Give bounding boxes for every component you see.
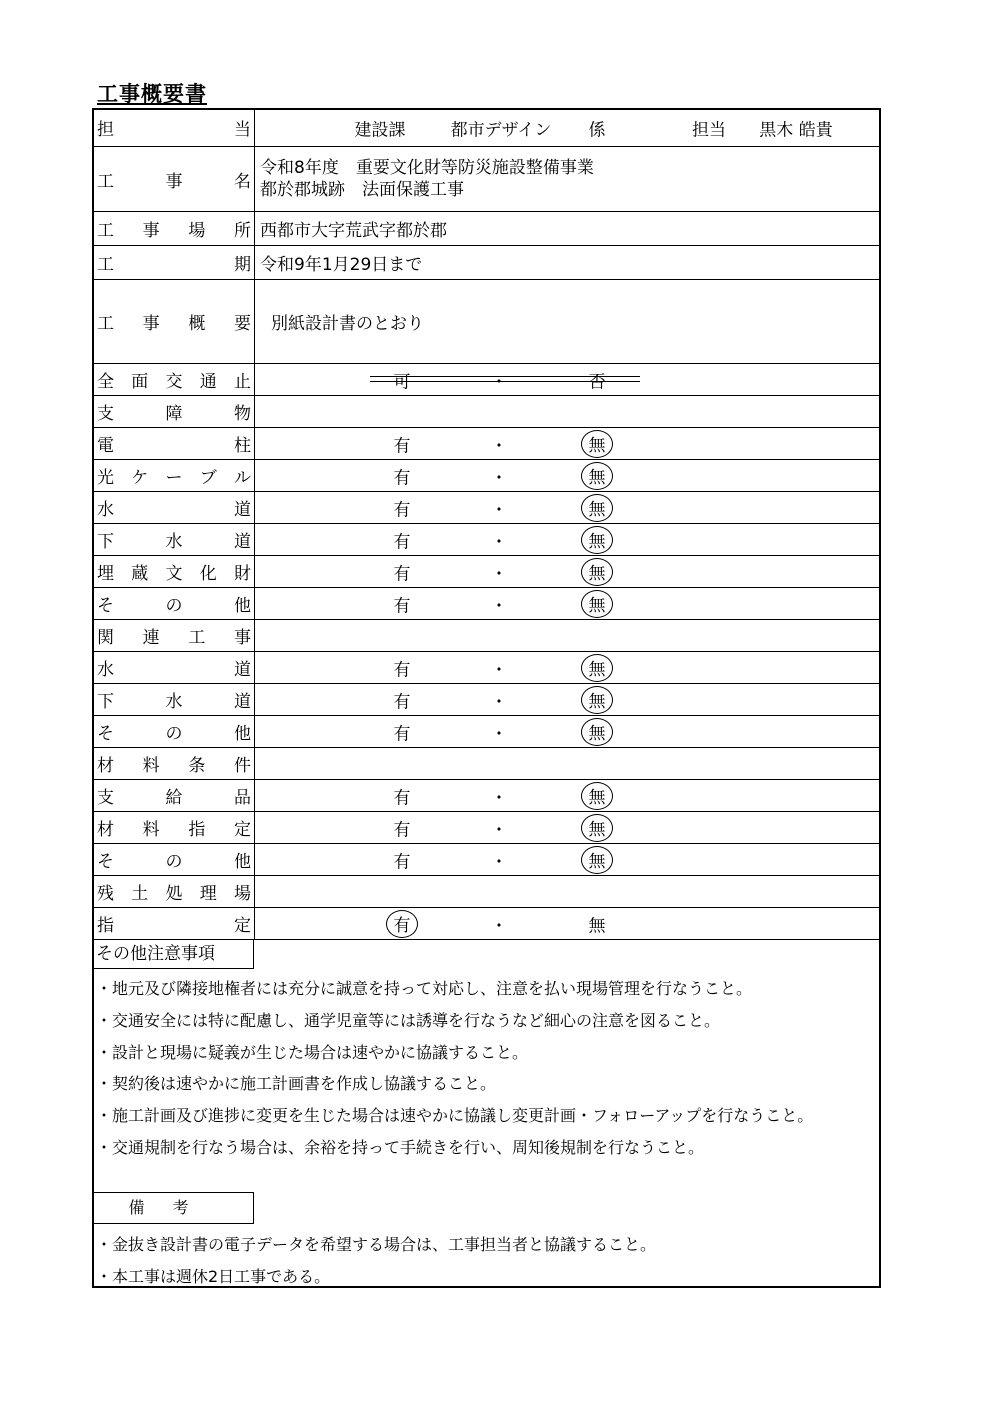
label-cell [93, 780, 255, 812]
label-soil [97, 879, 251, 904]
option-yes: 有 [393, 436, 411, 456]
label-cell [93, 844, 255, 876]
strike-line [370, 376, 640, 377]
option-yes: 有 [393, 852, 411, 872]
section-text: 都市デザイン [450, 120, 552, 140]
label-cell [93, 364, 255, 396]
label-char: 指 [188, 820, 206, 840]
value-cell [255, 460, 881, 492]
value-cell [255, 364, 881, 396]
value-cell [255, 147, 881, 212]
label-char: 工 [97, 314, 114, 334]
label-cell [93, 212, 255, 246]
label-cell [93, 812, 255, 844]
label-cell [93, 652, 255, 684]
value-cell [255, 844, 881, 876]
label-traffic [97, 367, 251, 392]
label-char: 道 [234, 532, 251, 552]
option-yes: 有 [393, 596, 411, 616]
row-tanto [93, 109, 881, 147]
remarks-title: 備考 [92, 1192, 254, 1224]
label-char: 給 [165, 788, 183, 808]
label-char: 事 [165, 171, 183, 192]
option-no: 無 [588, 916, 606, 936]
option-separator: ・ [490, 564, 508, 584]
label-char: 下 [97, 532, 114, 552]
label-char: 関 [97, 628, 114, 648]
option-separator: ・ [490, 468, 508, 488]
label-char: 埋 [97, 564, 114, 584]
option-yes: 有 [393, 500, 411, 520]
value-cell [255, 109, 881, 147]
row-water2 [93, 652, 881, 684]
kakari-text: 係 [588, 120, 606, 140]
label-char: 材 [97, 756, 114, 776]
value-cell [255, 620, 881, 652]
label-cell [93, 492, 255, 524]
note-item: ・契約後は速やかに施工計画書を作成し協議すること。 [96, 1074, 497, 1093]
value-cell [255, 716, 881, 748]
label-water2 [97, 655, 251, 680]
label-char: 財 [234, 564, 251, 584]
label-place [97, 216, 251, 241]
row-pole [93, 428, 881, 460]
label-char: 定 [233, 820, 251, 840]
label-char: 全 [97, 372, 114, 392]
remark-item: ・本工事は週休2日工事である。 [96, 1267, 331, 1286]
label-char: 名 [234, 171, 251, 192]
value-cell [255, 652, 881, 684]
option-no: 無 [581, 686, 613, 714]
option-no: 無 [581, 846, 613, 874]
label-cell [93, 620, 255, 652]
label-char: 当 [234, 120, 251, 140]
option-yes: 有 [393, 692, 411, 712]
label-summary [97, 309, 251, 334]
value-cell [255, 876, 881, 908]
option-yes: 有 [393, 532, 411, 552]
label-char: 残 [97, 884, 114, 904]
label-char: 事 [142, 314, 160, 334]
row-related-head [93, 620, 881, 652]
option-no: 無 [581, 782, 613, 810]
label-char: ー [165, 468, 183, 488]
label-char: ケ [131, 468, 149, 488]
label-char: 工 [97, 221, 114, 241]
label-cell [93, 684, 255, 716]
note-item: ・施工計画及び進捗に変更を生じた場合は速やかに協議し変更計画・フォローアップを行なうこと。 [96, 1106, 814, 1125]
option-separator: ・ [490, 500, 508, 520]
row-summary [93, 280, 881, 364]
label-char: 支 [97, 788, 114, 808]
option-no: 否 [588, 372, 606, 392]
label-other3 [97, 847, 251, 872]
label-obstacle [97, 399, 251, 424]
place-value: 西都市大字荒武字都於郡 [260, 221, 447, 241]
label-other2 [97, 719, 251, 744]
row-period [93, 246, 881, 280]
note-item: ・設計と現場に疑義が生じた場合は速やかに協議すること。 [96, 1043, 529, 1062]
row-material-head [93, 748, 881, 780]
label-sewer [97, 527, 251, 552]
label-cell [93, 556, 255, 588]
label-char: 定 [234, 916, 251, 936]
note-item: ・交通規制を行なう場合は、余裕を持って手続きを行い、周知後規制を行なうこと。 [96, 1138, 705, 1157]
option-yes: 有 [393, 788, 411, 808]
option-no: 無 [581, 430, 613, 458]
value-cell [255, 780, 881, 812]
option-no: 無 [581, 590, 613, 618]
row-soil-designate [93, 908, 881, 940]
label-char: 指 [97, 916, 114, 936]
remark-item: ・金抜き設計書の電子データを希望する場合は、工事担当者と協議すること。 [96, 1235, 657, 1254]
label-char: 要 [233, 314, 251, 334]
option-no: 無 [581, 494, 613, 522]
row-designate [93, 812, 881, 844]
label-char: 支 [97, 404, 114, 424]
label-material [97, 751, 251, 776]
label-char: 概 [188, 314, 206, 334]
option-yes: 有 [386, 910, 418, 938]
label-char: 他 [234, 724, 251, 744]
value-cell [255, 684, 881, 716]
label-char: 光 [97, 468, 114, 488]
label-char: そ [97, 596, 114, 616]
label-char: 交 [165, 372, 183, 392]
period-value: 令和9年1月29日まで [260, 255, 423, 275]
row-water [93, 492, 881, 524]
option-separator: ・ [490, 724, 508, 744]
label-char: 土 [131, 884, 149, 904]
option-separator: ・ [490, 852, 508, 872]
value-cell [255, 812, 881, 844]
option-yes: 有 [393, 660, 411, 680]
label-cell [93, 588, 255, 620]
value-cell [255, 908, 881, 940]
label-char: 道 [234, 660, 251, 680]
label-char: 期 [234, 255, 251, 275]
value-cell [255, 428, 881, 460]
label-char: 工 [97, 171, 114, 192]
label-char: 処 [165, 884, 183, 904]
strike-line [370, 381, 640, 382]
label-cell [93, 396, 255, 428]
label-optic [97, 463, 251, 488]
label-other1 [97, 591, 251, 616]
label-char: 品 [234, 788, 251, 808]
label-char: の [165, 852, 183, 872]
label-char: 件 [233, 756, 251, 776]
value-cell [255, 212, 881, 246]
label-char: 下 [97, 692, 114, 712]
label-char: 場 [188, 221, 206, 241]
row-place [93, 212, 881, 246]
label-char: 水 [97, 500, 114, 520]
option-no: 無 [581, 654, 613, 682]
row-name [93, 147, 881, 212]
value-cell [255, 280, 881, 364]
label-tanto [97, 115, 251, 140]
label-cell [93, 280, 255, 364]
label-char: 事 [142, 221, 160, 241]
label-designate [97, 815, 251, 840]
label-char: 水 [165, 692, 183, 712]
row-optic [93, 460, 881, 492]
label-char: ル [234, 468, 251, 488]
label-char: 障 [165, 404, 183, 424]
row-other2 [93, 716, 881, 748]
value-cell [255, 396, 881, 428]
label-cell [93, 109, 255, 147]
label-supply [97, 783, 251, 808]
person-name: 黒木 皓貴 [759, 120, 833, 140]
row-soil-head [93, 876, 881, 908]
label-buried [97, 559, 251, 584]
label-char: 条 [188, 756, 206, 776]
label-char: 理 [199, 884, 217, 904]
value-cell [255, 556, 881, 588]
note-item: ・交通安全には特に配慮し、通学児童等には誘導を行なうなど細心の注意を図ること。 [96, 1011, 721, 1030]
label-cell [93, 460, 255, 492]
option-separator: ・ [490, 788, 508, 808]
row-other3 [93, 844, 881, 876]
label-char: そ [97, 852, 114, 872]
label-period [97, 250, 251, 275]
label-cell [93, 147, 255, 212]
label-char: 所 [233, 221, 251, 241]
row-buried [93, 556, 881, 588]
label-cell [93, 524, 255, 556]
row-sewer2 [93, 684, 881, 716]
label-char: の [165, 724, 183, 744]
label-soil-designate [97, 911, 251, 936]
label-char: 水 [97, 660, 114, 680]
option-yes: 有 [393, 468, 411, 488]
label-cell [93, 908, 255, 940]
label-char: の [165, 596, 183, 616]
label-char: 料 [142, 756, 160, 776]
value-cell [255, 748, 881, 780]
label-char: 他 [234, 852, 251, 872]
label-char: 材 [97, 820, 114, 840]
notes-title: その他注意事項 [92, 939, 254, 969]
label-char: 物 [234, 404, 251, 424]
label-char: 他 [234, 596, 251, 616]
label-char: 止 [234, 372, 251, 392]
value-cell [255, 492, 881, 524]
row-traffic [93, 364, 881, 396]
option-separator: ・ [490, 436, 508, 456]
label-char: 工 [188, 628, 206, 648]
dept-text: 建設課 [354, 120, 406, 140]
label-char: 料 [142, 820, 160, 840]
row-supply [93, 780, 881, 812]
option-yes: 有 [393, 564, 411, 584]
row-obstacle-head [93, 396, 881, 428]
label-char: 化 [199, 564, 217, 584]
option-separator: ・ [490, 596, 508, 616]
label-char: 場 [234, 884, 251, 904]
value-cell [255, 524, 881, 556]
label-water [97, 495, 251, 520]
option-no: 無 [581, 526, 613, 554]
label-pole [97, 431, 251, 456]
option-yes: 有 [393, 724, 411, 744]
label-char: 電 [97, 436, 114, 456]
label-char: 蔵 [131, 564, 149, 584]
label-name [97, 167, 251, 192]
option-yes: 有 [393, 820, 411, 840]
person-label: 担当 [692, 120, 726, 140]
label-cell [93, 716, 255, 748]
option-separator: ・ [490, 660, 508, 680]
label-char: 水 [165, 532, 183, 552]
option-yes: 可 [393, 372, 411, 392]
label-char: 事 [233, 628, 251, 648]
option-no: 無 [581, 462, 613, 490]
option-no: 無 [581, 558, 613, 586]
label-char: そ [97, 724, 114, 744]
label-cell [93, 876, 255, 908]
option-separator: ・ [490, 692, 508, 712]
label-cell [93, 748, 255, 780]
work-name-line1: 令和8年度 重要文化財等防災施設整備事業 [260, 158, 594, 178]
label-char: 面 [131, 372, 149, 392]
label-char: 柱 [234, 436, 251, 456]
value-cell [255, 588, 881, 620]
row-other1 [93, 588, 881, 620]
overview-table [92, 108, 881, 940]
label-sewer2 [97, 687, 251, 712]
summary-value: 別紙設計書のとおり [271, 314, 424, 334]
option-no: 無 [581, 718, 613, 746]
label-char: 工 [97, 255, 114, 275]
label-cell [93, 246, 255, 280]
option-separator: ・ [490, 916, 508, 936]
document-title: 工事概要書 [97, 82, 207, 106]
label-char: 文 [165, 564, 183, 584]
label-char: 道 [234, 500, 251, 520]
label-char: 道 [234, 692, 251, 712]
label-char: 連 [142, 628, 160, 648]
option-separator: ・ [490, 372, 508, 392]
row-sewer [93, 524, 881, 556]
option-separator: ・ [490, 532, 508, 552]
label-char: ブ [199, 468, 217, 488]
note-item: ・地元及び隣接地権者には充分に誠意を持って対応し、注意を払い現場管理を行なうこと。 [96, 979, 753, 998]
label-related [97, 623, 251, 648]
option-separator: ・ [490, 820, 508, 840]
work-name-line2: 都於郡城跡 法面保護工事 [260, 180, 464, 200]
option-no: 無 [581, 814, 613, 842]
label-char: 通 [199, 372, 217, 392]
label-char: 担 [97, 120, 114, 140]
value-cell [255, 246, 881, 280]
label-cell [93, 428, 255, 460]
